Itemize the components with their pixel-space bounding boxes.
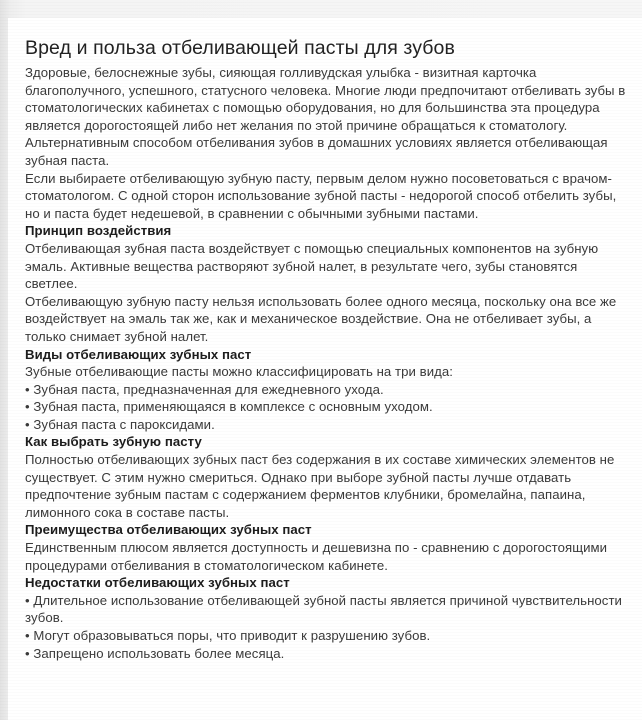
princip-paragraph-1: Отбеливающая зубная паста воздействует с помощью специальных компонентов на зубную эмаль. Активные вещества растворяют зубной налет, в результате чего, зубы становятся светлее. <box>25 240 599 292</box>
vidy-bullet-1: • Зубная паста, предназначенная для ежедневного ухода. <box>25 381 384 397</box>
preimushchestva-paragraph: Единственным плюсом является доступность и дешевизна по - сравнению с дорогостоящими процедурами отбеливания в стоматологическом кабинете. <box>25 540 608 573</box>
nedostatki-bullet-2: • Могут образовываться поры, что приводит к разрушению зубов. <box>25 628 431 643</box>
heading-preimushchestva: Преимущества отбеливающих зубных паст <box>25 522 312 538</box>
vidy-lead-paragraph: Зубные отбеливающие пасты можно классифицировать на три вида: <box>25 364 453 380</box>
page-title: Вред и польза отбеливающей пасты для зубов <box>25 37 455 59</box>
intro-paragraph-3: Если выбираете отбеливающую зубную пасту, первым делом нужно посоветоваться с врачом-стоматологом. С одной сторон использование зубной пасты - недорогой способ отбелить зубы, но и паста будет недешевой, в сравнении с обычными зубными пастами. <box>25 170 617 221</box>
vidy-bullet-3: • Зубная паста с пароксидами. <box>25 416 215 432</box>
heading-nedostatki: Недостатки отбеливающих зубных паст <box>25 575 290 591</box>
kak-vybrat-paragraph: Полностью отбеливающих зубных паст без содержания в их составе химических элементов не существует. С этим нужно смериться. Однако при выборе зубной пасты лучше отдавать предпочтение зубным пастам с содержанием ферментов клубники, бромелайна, папаина, лимонного сока в составе пасты. <box>25 452 615 520</box>
princip-paragraph-2: Отбеливающую зубную пасту нельзя использовать более одного месяца, поскольку она все же воздействует на эмаль так же, как и механическое воздействие. Она не отбеливает зубы, а только снимает зубной налет. <box>25 293 617 344</box>
vidy-bullet-2: • Зубная паста, применяющаяся в комплексе с основным уходом. <box>25 399 433 415</box>
heading-kak-vybrat-pastu: Как выбрать зубную пасту <box>25 434 202 450</box>
nedostatki-bullet-1: • Длительное использование отбеливающей зубной пасты является причиной чувствительности зубов. <box>25 592 622 626</box>
article-card <box>8 18 642 720</box>
intro-paragraph-1: Здоровые, белоснежные зубы, сияющая голливудская улыбка - визитная карточка благополучного, успешного, статусного человека. Многие люди предпочитают отбеливать зубы в стоматологических кабинетах с помощью оборудования, но для большинства эта процедура является дорогостоящей либо нет желания по этой причине обращаться к стоматологу. <box>25 65 626 133</box>
intro-paragraph-2: Альтернативным способом отбеливания зубов в домашних условиях является отбеливающая зубная паста. <box>25 135 608 168</box>
article-body <box>25 64 628 662</box>
article-content <box>8 18 642 662</box>
nedostatki-bullet-3: • Запрещено использовать более месяца. <box>25 645 285 661</box>
heading-vidy-otbelivayushchikh-past: Виды отбеливающих зубных паст <box>25 346 252 362</box>
heading-princip-vozdeystviya: Принцип воздействия <box>25 223 172 239</box>
